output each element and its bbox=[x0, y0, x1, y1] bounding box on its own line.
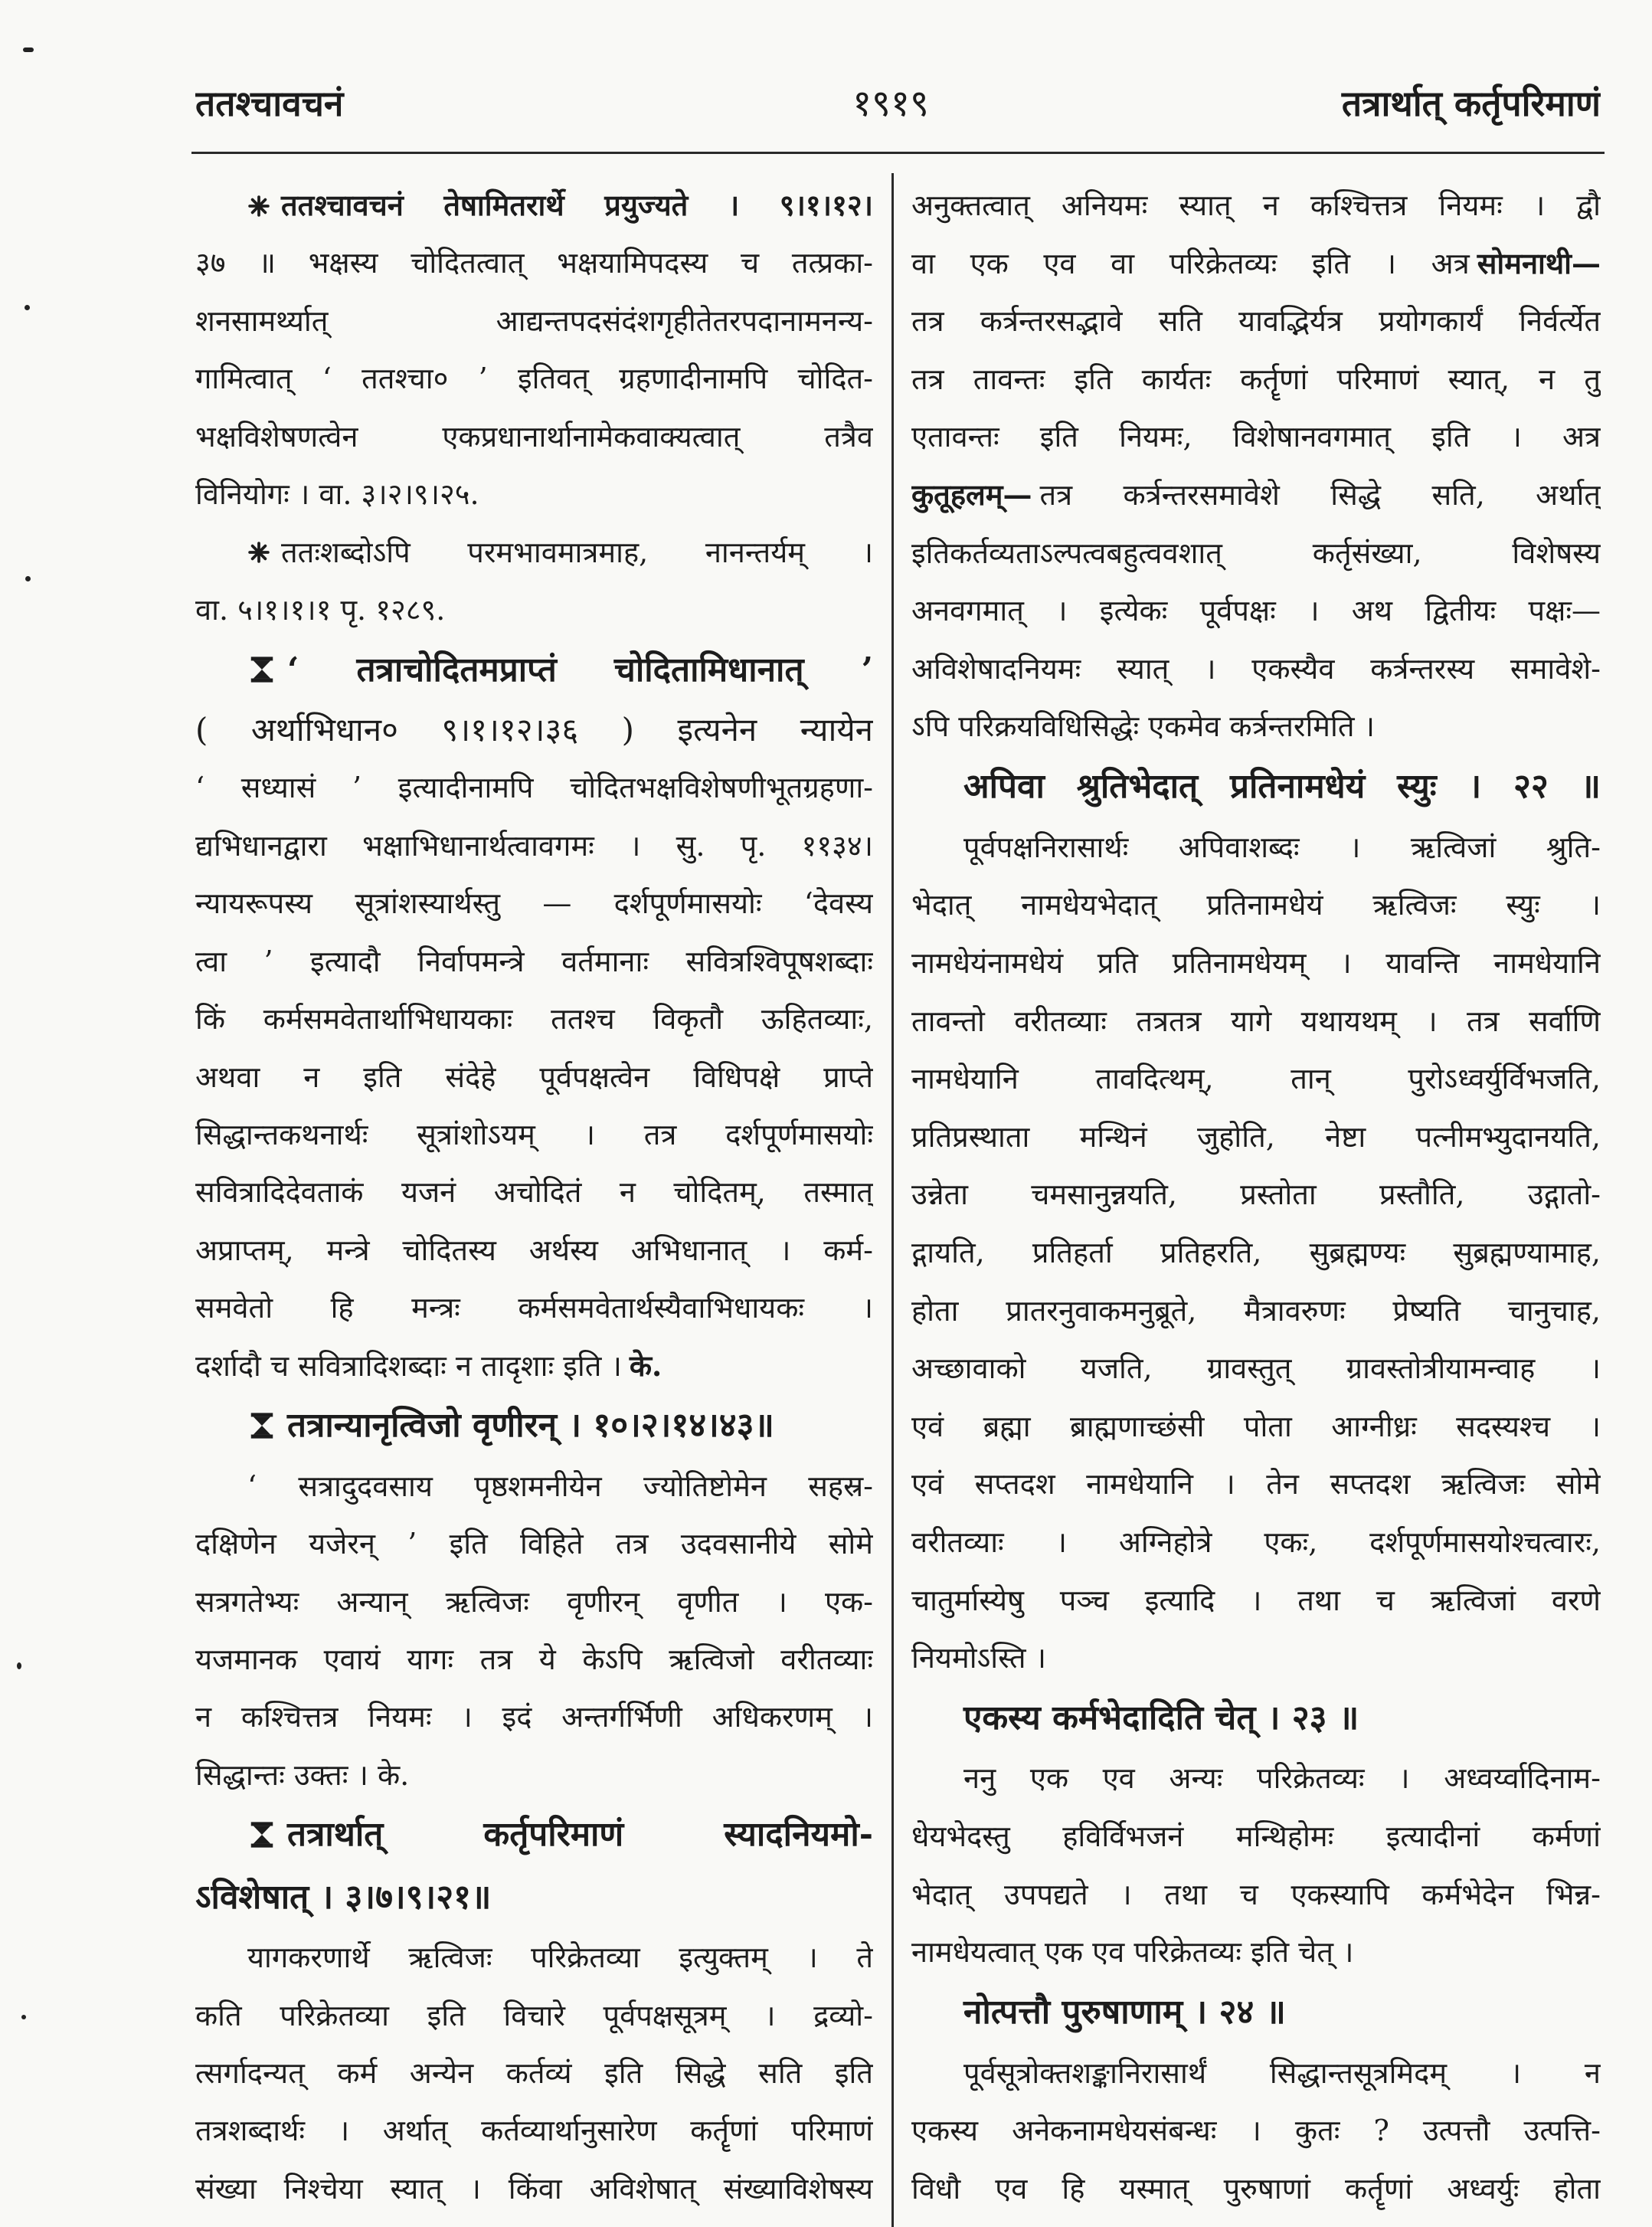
sutra-heading bbox=[911, 1989, 1601, 2036]
text-line bbox=[195, 1171, 873, 1213]
text-line bbox=[195, 1522, 873, 1565]
reference-line bbox=[195, 588, 873, 631]
text-line bbox=[911, 415, 1601, 458]
header-rule bbox=[191, 152, 1605, 154]
line-text: किं कर्मसमवेतार्थाभिधायकाः ततश्च विकृतौ ऊहितव्याः, bbox=[195, 1002, 873, 1037]
hourglass-icon bbox=[247, 1411, 276, 1440]
text-line bbox=[911, 300, 1601, 342]
line-text: उन्नेता चमसानुन्नयति, प्रस्तोता प्रस्तौति, उद्गातो- bbox=[911, 1177, 1601, 1212]
sutra-heading bbox=[911, 763, 1601, 811]
line-text: पूर्वसूत्रोक्तशङ्कानिरासार्थं सिद्धान्तसूत्रमिदम् । न bbox=[963, 2055, 1601, 2090]
line-text: ततःशब्दोऽपि परमभावमात्रमाह, नानन्तर्यम् । bbox=[281, 535, 873, 569]
asterism-icon bbox=[247, 541, 270, 564]
line-text: नामधेयत्वात् एक एव परिक्रेतव्यः इति चेत् । bbox=[911, 1935, 1354, 1970]
line-text: ‘ सध्यासं ’ इत्यादीनामपि चोदितभक्षविशेषणीभूतग्रहणा- bbox=[195, 771, 873, 805]
line-text: ‘ तत्राचोदितमप्राप्तं चोदितामिधानात् ’ bbox=[287, 650, 873, 689]
text-line bbox=[195, 1638, 873, 1681]
line-text: ततश्चावचनं तेषामितरार्थे प्रयुज्यते । ९।१।१२। bbox=[281, 188, 873, 222]
line-text: नामधेयानि तावदित्थम्, तान् पुरोऽध्वर्युर्विभजति, bbox=[911, 1062, 1601, 1096]
scan-speck bbox=[25, 576, 31, 581]
text-line bbox=[195, 1344, 873, 1387]
text-line bbox=[195, 1580, 873, 1623]
line-text: न कश्चित्तत्र नियमः । इदं अन्तर्गर्भिणी अधिकरणम् । bbox=[195, 1700, 873, 1734]
line-text: ‘ सत्रादुदवसाय पृष्ठशमनीयेन ज्योतिष्टोमेन सहस्र- bbox=[247, 1469, 873, 1503]
line-text: यजमानक एवायं यागः तत्र ये केऽपि ऋत्विजो वरीतव्याः bbox=[195, 1642, 873, 1676]
scan-speck bbox=[17, 1662, 21, 1669]
text-line bbox=[911, 1405, 1601, 1448]
sutra-reference-line bbox=[195, 709, 873, 752]
line-text: प्रतिप्रस्थाता मन्थिनं जुहोति, नेष्टा पत्नीमभ्युदानयति, bbox=[911, 1119, 1601, 1154]
text-line bbox=[911, 589, 1601, 632]
text-line bbox=[911, 705, 1601, 748]
column-divider bbox=[891, 173, 894, 2227]
text-line bbox=[911, 883, 1601, 926]
text-line bbox=[911, 242, 1601, 285]
line-text: द्यभिधानद्वारा भक्षाभिधानार्थत्वावगमः । सु. पृ. ११३४। bbox=[195, 828, 873, 863]
line-text: त्वा ’ इत्यादौ निर्वापमन्त्रे वर्तमानाः सवित्रश्विपूषशब्दाः bbox=[195, 944, 873, 978]
text-line bbox=[195, 1056, 873, 1099]
text-line bbox=[911, 1057, 1601, 1100]
text-line bbox=[195, 997, 873, 1040]
text-line bbox=[195, 1229, 873, 1272]
line-text: कति परिक्रेतव्या इति विचारे पूर्वपक्षसूत्रम् । द्रव्यो- bbox=[195, 1998, 873, 2032]
line-text: सत्रगतेभ्यः अन्यान् ऋत्विजः वृणीरन् वृणीत । एक- bbox=[195, 1584, 873, 1619]
text-line bbox=[195, 1994, 873, 2037]
text-line bbox=[911, 1815, 1601, 1858]
hourglass-icon bbox=[247, 655, 276, 684]
text-line bbox=[195, 357, 873, 400]
line-text: नियमोऽस्ति । bbox=[911, 1641, 1047, 1675]
sutra-heading bbox=[195, 1874, 873, 1921]
line-text: संख्या निश्चेया स्यात् । किंवा अविशेषात् संख्याविशेषस्य bbox=[195, 2171, 873, 2206]
text-line bbox=[911, 826, 1601, 869]
note-entry-line bbox=[195, 531, 873, 574]
text-line bbox=[911, 1000, 1601, 1043]
line-text: चातुर्मास्येषु पञ्च इत्यादि । तथा च ऋत्विजां वरणे bbox=[911, 1583, 1601, 1617]
line-text: वा. ५।१।१।१ पृ. १२८९. bbox=[195, 593, 446, 627]
line-text: अथवा न इति संदेहे पूर्वपक्षत्वेन विधिपक्षे प्राप्ते bbox=[195, 1059, 873, 1094]
text-line bbox=[911, 1636, 1601, 1679]
line-text: भेदात् उपपद्यते । तथा च एकस्यापि कर्मभेदेन भिन्न- bbox=[911, 1877, 1601, 1911]
line-text: वा एक एव वा परिक्रेतव्यः इति । अत्र bbox=[911, 246, 1470, 280]
reference-line bbox=[195, 473, 873, 516]
header-right-title: तत्रार्थात् कर्तृपरिमाणं bbox=[1341, 83, 1601, 124]
text-line bbox=[195, 766, 873, 809]
text-line bbox=[911, 532, 1601, 575]
line-text: दर्शादौ च सवित्रादिशब्दाः न तादृशाः इति । bbox=[195, 1348, 622, 1383]
line-text: दक्षिणेन यजेरन् ’ इति विहिते तत्र उदवसानीये सोमे bbox=[195, 1527, 873, 1561]
line-text: शनसामर्थ्यात् आद्यन्तपदसंदंशगृहीतेतरपदानामनन्य- bbox=[195, 303, 873, 338]
line-text: तत्र कर्त्रन्तरसमावेशे सिद्धे सति, अर्थात् bbox=[1039, 478, 1601, 513]
line-text: अपिवा श्रुतिभेदात् प्रतिनामधेयं स्युः । २२ ॥ bbox=[963, 767, 1601, 807]
hourglass-icon bbox=[247, 1820, 276, 1849]
line-text: नोत्पत्तौ पुरुषाणाम् । २४ ॥ bbox=[963, 1992, 1286, 2032]
text-line bbox=[195, 1465, 873, 1508]
sutra-heading bbox=[911, 1695, 1601, 1742]
line-text: ( अर्थाभिधान० ९।१।१२।३६ ) इत्यनेन न्यायेन bbox=[195, 710, 873, 748]
text-line bbox=[195, 940, 873, 983]
text-line bbox=[911, 1347, 1601, 1390]
text-line bbox=[195, 2109, 873, 2152]
line-text: द्गायति, प्रतिहर्ता प्रतिहरति, सुब्रह्मण्यः सुब्रह्मण्यामाह, bbox=[911, 1235, 1601, 1269]
text-line bbox=[195, 1936, 873, 1979]
line-text: ३७ ॥ भक्षस्य चोदितत्वात् भक्षयामिपदस्य च तत्प्रका- bbox=[195, 246, 873, 280]
sutra-heading bbox=[195, 1402, 873, 1449]
text-line bbox=[911, 1521, 1601, 1564]
line-text: तत्रशब्दार्थः । अर्थात् कर्तव्यार्थानुसारेण कर्तॄणां परिमाणं bbox=[195, 2114, 873, 2148]
left-column bbox=[195, 184, 873, 2210]
line-text: होता प्रातरनुवाकमनुब्रूते, मैत्रावरुणः प्रेष्यति चानुचाह, bbox=[911, 1293, 1601, 1328]
scan-speck bbox=[21, 2015, 26, 2019]
text-line bbox=[911, 2052, 1601, 2094]
text-line bbox=[911, 2109, 1601, 2152]
text-line bbox=[911, 1757, 1601, 1800]
text-line bbox=[911, 1873, 1601, 1916]
text-line bbox=[195, 882, 873, 925]
text-line bbox=[911, 647, 1601, 690]
line-text: इतिकर्तव्यताऽल्पत्वबहुत्ववशात् कर्तृसंख्या, विशेषस्य bbox=[911, 535, 1601, 570]
text-line bbox=[911, 1931, 1601, 1973]
line-text: तत्र तावन्तः इति कार्यतः कर्तॄणां परिमाणं स्यात्, न तु bbox=[911, 362, 1601, 396]
page-number: १९१९ bbox=[852, 82, 929, 125]
text-line bbox=[195, 1754, 873, 1796]
line-text: ननु एक एव अन्यः परिक्रेतव्यः । अध्वर्य्वादिनाम- bbox=[963, 1761, 1601, 1796]
line-text: एकस्य कर्मभेदादिति चेत् । २३ ॥ bbox=[963, 1698, 1359, 1737]
line-text: समवेतो हि मन्त्रः कर्मसमवेतार्थस्यैवाभिधायकः । bbox=[195, 1291, 873, 1325]
source-abbreviation: के. bbox=[629, 1348, 662, 1383]
sutra-heading bbox=[195, 647, 873, 694]
text-line bbox=[195, 300, 873, 342]
note-entry-line bbox=[195, 184, 873, 227]
cited-work-name: कुतूहलम्— bbox=[911, 477, 1032, 513]
asterism-icon bbox=[247, 195, 270, 218]
line-text: भक्षविशेषणत्वेन एकप्रधानार्थानामेकवाक्यत्वात् तत्रैव bbox=[195, 419, 873, 454]
text-line bbox=[911, 2167, 1601, 2210]
text-line bbox=[911, 358, 1601, 401]
header-left-title: ततश्चावचनं bbox=[195, 83, 344, 124]
line-text: तत्र कर्त्रन्तरसद्भावे सति यावद्भिर्यत्र प्रयोगकार्यं निर्वर्त्येत bbox=[911, 304, 1601, 339]
text-line bbox=[911, 1173, 1601, 1216]
line-text: ऽविशेषात् । ३।७।९।२१॥ bbox=[195, 1877, 492, 1917]
text-line bbox=[911, 1231, 1601, 1274]
text-line bbox=[911, 184, 1601, 227]
line-text: भेदात् नामधेयभेदात् प्रतिनामधेयं ऋत्विजः स्युः । bbox=[911, 888, 1601, 922]
scan-speck bbox=[23, 47, 34, 52]
line-text: तावन्तो वरीतव्याः तत्रतत्र यागे यथायथम् । तत्र सर्वाणि bbox=[911, 1004, 1601, 1038]
text-line bbox=[911, 942, 1601, 984]
line-text: वरीतव्याः । अग्निहोत्रे एकः, दर्शपूर्णमासयोश्चत्वारः, bbox=[911, 1525, 1601, 1560]
text-line bbox=[911, 473, 1601, 516]
text-line bbox=[195, 824, 873, 867]
text-line bbox=[195, 415, 873, 458]
text-line bbox=[911, 1115, 1601, 1158]
line-text: पूर्वपक्षनिरासार्थः अपिवाशब्दः । ऋत्विजां श्रुति- bbox=[963, 830, 1601, 864]
line-text: एवं सप्तदश नामधेयानि । तेन सप्तदश ऋत्विजः सोमे bbox=[911, 1467, 1601, 1502]
line-text: एवं ब्रह्मा ब्राह्मणाच्छंसी पोता आग्नीध्रः सदस्यश्च । bbox=[911, 1409, 1601, 1443]
text-line bbox=[195, 1695, 873, 1738]
line-text: तत्रान्यानृत्विजो वृणीरन् । १०।२।१४।४३॥ bbox=[287, 1406, 774, 1446]
line-text: अविशेषादनियमः स्यात् । एकस्यैव कर्त्रन्तरस्य समावेशे- bbox=[911, 651, 1601, 686]
line-text: सिद्धान्तकथनार्थः सूत्रांशोऽयम् । तत्र दर्शपूर्णमासयोः bbox=[195, 1118, 873, 1151]
sutra-heading bbox=[195, 1811, 873, 1859]
line-text: एकस्य अनेकनामधेयसंबन्धः । कुतः ? उत्पत्तौ उत्पत्ति- bbox=[911, 2114, 1601, 2148]
text-line bbox=[911, 1579, 1601, 1622]
line-text: न्यायरूपस्य सूत्रांशस्यार्थस्तु — दर्शपूर्णमासयोः ‘देवस्य bbox=[195, 886, 873, 921]
line-text: अच्छावाको यजति, ग्रावस्तुत् ग्रावस्तोत्रीयामन्वाह । bbox=[911, 1351, 1601, 1386]
text-line bbox=[195, 2052, 873, 2094]
line-text: सवित्रादिदेवताकं यजनं अचोदितं न चोदितम्, तस्मात् bbox=[195, 1175, 873, 1210]
text-line bbox=[195, 1286, 873, 1329]
line-text: गामित्वात् ‘ ततश्चा० ’ इतिवत् ग्रहणादीनामपि चोदित- bbox=[195, 362, 873, 396]
cited-work-name: सोमनाथी— bbox=[1477, 245, 1601, 280]
text-line bbox=[195, 241, 873, 284]
line-text: यागकरणार्थे ऋत्विजः परिक्रेतव्या इत्युक्तम् । ते bbox=[247, 1940, 873, 1975]
right-column bbox=[911, 184, 1601, 2210]
line-text: नामधेयंनामधेयं प्रति प्रतिनामधेयम् । यावन्ति नामधेयानि bbox=[911, 945, 1601, 980]
line-text: ऽपि परिक्रयविधिसिद्धेः एकमेव कर्त्रन्तरमिति । bbox=[911, 709, 1376, 744]
line-text: त्सर्गादन्यत् कर्म अन्येन कर्तव्यं इति सिद्धे सति इति bbox=[195, 2056, 873, 2090]
line-text: अनवगमात् । इत्येकः पूर्वपक्षः । अथ द्वितीयः पक्षः— bbox=[911, 594, 1601, 628]
line-text: अनुक्तत्वात् अनियमः स्यात् न कश्चित्तत्र नियमः । द्वौ bbox=[911, 188, 1601, 222]
line-text: एतावन्तः इति नियमः, विशेषानवगमात् इति । अत्र bbox=[911, 420, 1601, 454]
text-line bbox=[195, 2167, 873, 2210]
text-line bbox=[911, 1289, 1601, 1332]
text-line bbox=[195, 1113, 873, 1156]
line-text: विधौ एव हि यस्मात् पुरुषाणां कर्तॄणां अध्वर्युः होता bbox=[911, 2171, 1601, 2206]
line-text: अप्राप्तम्, मन्त्रे चोदितस्य अर्थस्य अभिधानात् । कर्म- bbox=[195, 1233, 873, 1267]
line-text: धेयभेदस्तु हविर्विभजनं मन्थिहोमः इत्यादीनां कर्मणां bbox=[911, 1819, 1601, 1854]
line-text: तत्रार्थात् कर्तृपरिमाणं स्यादनियमो- bbox=[287, 1815, 873, 1855]
scan-speck bbox=[25, 305, 30, 310]
text-line bbox=[911, 1462, 1601, 1505]
line-text: सिद्धान्तः उक्तः । के. bbox=[195, 1757, 410, 1792]
line-text: विनियोगः । वा. ३।२।९।२५. bbox=[195, 477, 479, 512]
